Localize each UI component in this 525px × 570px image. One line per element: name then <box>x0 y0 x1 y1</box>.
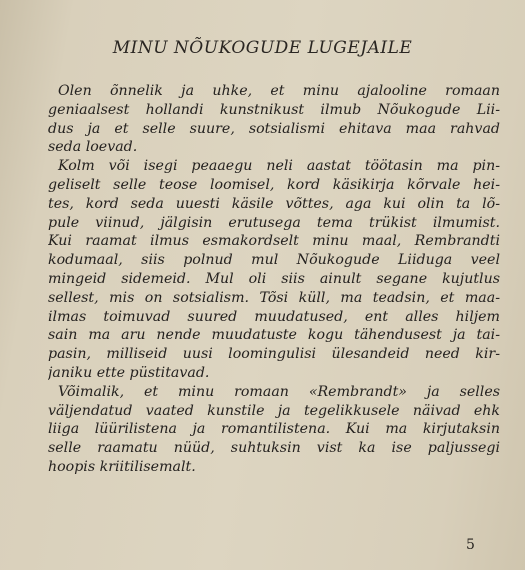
page-number: 5 <box>466 537 475 553</box>
text-line: Kolm või isegi peaaegu neli aastat töötasin ma pin- <box>58 158 500 175</box>
text-line: janiku ette püstitavad. <box>48 364 210 381</box>
text-line: kodumaal, siis polnud mul Nõukogude Liiduga veel <box>48 252 500 269</box>
text-line: selle raamatu nüüd, suhtuksin vist ka ise paljussegi <box>48 440 500 457</box>
text-line: dus ja et selle suure, sotsialismi ehitava maa rahvad <box>48 120 500 137</box>
text-line: pule viinud, jälgisin erutusega tema trükist ilmumist. <box>48 214 500 231</box>
text-line: sain ma aru nende muudatuste kogu tähendusest ja tai- <box>48 327 500 344</box>
text-line: seda loevad. <box>48 139 138 156</box>
text-line: Olen õnnelik ja uhke, et minu ajalooline romaan <box>58 83 500 99</box>
text-line: Võimalik, et minu romaan «Rembrandt» ja selles <box>58 383 500 400</box>
text-line: ilmas toimuvad suured muudatused, ent alles hiljem <box>48 308 500 325</box>
page-heading: MINU NÕUKOGUDE LUGEJAILE <box>112 38 413 58</box>
text-line: tes, kord seda uuesti käsile võttes, aga kui olin ta lõ- <box>48 195 500 212</box>
text-line: mingeid sidemeid. Mul oli siis ainult segane kujutlus <box>48 270 500 287</box>
text-line: hoopis kriitilisemalt. <box>48 458 196 475</box>
text-line: väljendatud vaated kunstile ja tegelikkusele näivad ehk <box>48 402 500 419</box>
text-line: geliselt selle teose loomisel, kord käsikirja kõrvale hei- <box>48 176 500 193</box>
text-line: Kui raamat ilmus esmakordselt minu maal, Rembrandti <box>48 233 500 250</box>
text-line: pasin, milliseid uusi loomingulisi ülesandeid need kir- <box>48 346 500 363</box>
text-line: sellest, mis on sotsialism. Tõsi küll, ma teadsin, et maa- <box>48 289 500 306</box>
text-line: geniaalsest hollandi kunstnikust ilmub Nõukogude Lii- <box>48 101 500 118</box>
body-text <box>48 82 500 477</box>
text-line: liiga lüürilistena ja romantilistena. Kui ma kirjutaksin <box>48 421 500 438</box>
